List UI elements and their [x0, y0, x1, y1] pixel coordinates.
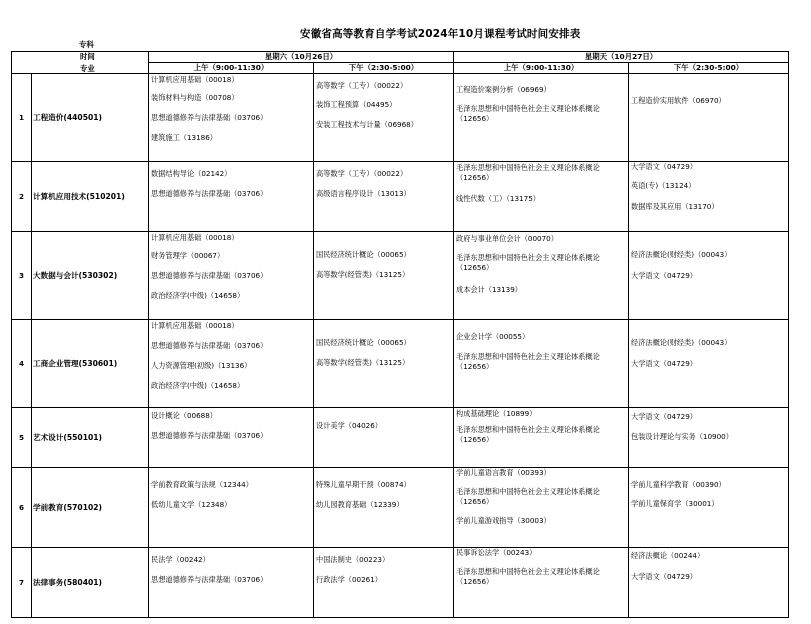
course-item: 企业会计学（00055）: [456, 332, 530, 341]
course-item: 计算机应用基础（00018）: [151, 321, 239, 330]
course-item: 思想道德修养与法律基础（03706）: [151, 113, 268, 122]
course-item: 工程造价实用软件（06970）: [631, 96, 726, 105]
schedule-cell-sun-am: [454, 74, 629, 162]
course-item: 思想道德修养与法律基础（03706）: [151, 341, 268, 350]
row-index: 7: [12, 548, 32, 618]
header-sun-pm: 下午（2:30-5:00）: [629, 63, 789, 74]
schedule-cell-sat-pm: [314, 468, 454, 548]
course-item: 计算机应用基础（00018）: [151, 75, 239, 84]
header-corner: [12, 40, 149, 74]
course-item: 政治经济学(中级)（14658）: [151, 291, 245, 300]
major-name: 工商企业管理(530601): [32, 320, 149, 408]
course-item: 大学语文（04729）: [631, 572, 697, 581]
course-item: 毛泽东思想和中国特色社会主义理论体系概论（12656）: [456, 163, 600, 182]
course-item: 经济法概论(财经类)（00043）: [631, 250, 732, 259]
course-item: 经济法概论（00244）: [631, 551, 705, 560]
page-title: 安徽省高等教育自学考试2024年10月课程考试时间安排表: [300, 28, 581, 40]
course-item: 思想道德修养与法律基础（03706）: [151, 189, 268, 198]
row-index: 1: [12, 74, 32, 162]
row-index: 6: [12, 468, 32, 548]
table-row: [12, 320, 789, 408]
course-item: 计算机应用基础（00018）: [151, 233, 239, 242]
course-item: 政治经济学(中级)（14658）: [151, 381, 245, 390]
schedule-cell-sat-am: [149, 548, 314, 618]
course-item: 构成基础理论（10899）: [456, 409, 537, 418]
corner-label-time: 时间: [80, 52, 95, 61]
row-index: 4: [12, 320, 32, 408]
schedule-cell-sun-pm: [629, 74, 789, 162]
course-item: 学前儿童语言教育（00393）: [456, 468, 551, 477]
course-item: 幼儿园教育基础（12339）: [316, 500, 404, 509]
course-item: 大学语文（04729）: [631, 412, 697, 421]
header-sun-am: 上午（9:00-11:30）: [454, 63, 629, 74]
course-item: 设计美学（04026）: [316, 421, 382, 430]
course-item: 建筑施工（13186）: [151, 133, 217, 142]
course-item: 高等数学(经管类)（13125）: [316, 358, 410, 367]
course-item: 思想道德修养与法律基础（03706）: [151, 431, 268, 440]
course-item: 人力资源管理(初级)（13136）: [151, 361, 252, 370]
major-name: 计算机应用技术(510201): [32, 162, 149, 232]
schedule-cell-sat-pm: [314, 408, 454, 468]
schedule-cell-sat-pm: [314, 320, 454, 408]
course-item: 思想道德修养与法律基础（03706）: [151, 575, 268, 584]
schedule-cell-sun-pm: [629, 468, 789, 548]
course-item: 毛泽东思想和中国特色社会主义理论体系概论（12656）: [456, 253, 600, 272]
course-item: 数据库及其应用（13170）: [631, 202, 719, 211]
course-item: 数据结构导论（02142）: [151, 169, 232, 178]
header-sunday: 星期天（10月27日）: [454, 52, 789, 63]
schedule-cell-sat-am: [149, 468, 314, 548]
table-row: [12, 468, 789, 548]
course-item: 包装设计理论与实务（10900）: [631, 432, 733, 441]
schedule-cell-sat-pm: [314, 548, 454, 618]
course-item: 毛泽东思想和中国特色社会主义理论体系概论（12656）: [456, 425, 600, 444]
schedule-cell-sun-am: [454, 548, 629, 618]
course-item: 政府与事业单位会计（00070）: [456, 234, 558, 243]
schedule-cell-sun-am: [454, 162, 629, 232]
course-item: 装饰材料与构造（00708）: [151, 93, 239, 102]
major-name: 法律事务(580401): [32, 548, 149, 618]
schedule-cell-sat-am: [149, 162, 314, 232]
schedule-cell-sat-am: [149, 408, 314, 468]
course-item: 设计概论（00688）: [151, 411, 217, 420]
major-name: 学前教育(570102): [32, 468, 149, 548]
major-name: 艺术设计(550101): [32, 408, 149, 468]
course-item: 民事诉讼法学（00243）: [456, 548, 537, 557]
course-item: 学前教育政策与法规（12344）: [151, 480, 253, 489]
row-index: 5: [12, 408, 32, 468]
schedule-cell-sat-am: [149, 74, 314, 162]
course-item: 财务管理学（00067）: [151, 251, 225, 260]
schedule-cell-sun-am: [454, 320, 629, 408]
course-item: 装饰工程预算（04495）: [316, 100, 397, 109]
course-item: 学前儿童保育学（30001）: [631, 499, 719, 508]
course-item: 英语(专)（13124）: [631, 181, 696, 190]
major-name: 大数据与会计(530302): [32, 232, 149, 320]
schedule-cell-sat-pm: [314, 162, 454, 232]
course-item: 思想道德修养与法律基础（03706）: [151, 271, 268, 280]
schedule-cell-sun-am: [454, 232, 629, 320]
row-index: 3: [12, 232, 32, 320]
course-item: 安装工程技术与计量（06968）: [316, 120, 418, 129]
schedule-cell-sun-pm: [629, 232, 789, 320]
major-name: 工程造价(440501): [32, 74, 149, 162]
schedule-cell-sun-pm: [629, 548, 789, 618]
header-saturday: 星期六（10月26日）: [149, 52, 454, 63]
course-item: 中国法制史（00223）: [316, 555, 390, 564]
exam-schedule-table: [11, 40, 789, 618]
course-item: 学前儿童科学教育（00390）: [631, 480, 726, 489]
corner-label-major-level: 专科: [79, 40, 94, 49]
table-row: [12, 74, 789, 162]
schedule-cell-sat-pm: [314, 74, 454, 162]
schedule-cell-sun-pm: [629, 320, 789, 408]
table-row: [12, 548, 789, 618]
schedule-cell-sun-am: [454, 408, 629, 468]
schedule-cell-sun-pm: [629, 162, 789, 232]
course-item: 线性代数（工）（13175）: [456, 194, 540, 203]
course-item: 成本会计（13139）: [456, 285, 522, 294]
schedule-cell-sat-pm: [314, 232, 454, 320]
course-item: 毛泽东思想和中国特色社会主义理论体系概论（12656）: [456, 567, 600, 586]
course-item: 高等数学(经管类)（13125）: [316, 270, 410, 279]
table-row: [12, 408, 789, 468]
table-row: [12, 232, 789, 320]
course-item: 高级语言程序设计（13013）: [316, 189, 411, 198]
row-index: 2: [12, 162, 32, 232]
course-item: 大学语文（04729）: [631, 271, 697, 280]
schedule-cell-sat-am: [149, 232, 314, 320]
course-item: 高等数学（工专）（00022）: [316, 81, 408, 90]
course-item: 国民经济统计概论（00065）: [316, 338, 411, 347]
schedule-cell-sat-am: [149, 320, 314, 408]
course-item: 经济法概论(财经类)（00043）: [631, 338, 732, 347]
course-item: 工程造价案例分析（06969）: [456, 85, 551, 94]
course-item: 行政法学（00261）: [316, 575, 382, 584]
course-item: 民法学（00242）: [151, 555, 210, 564]
course-item: 学前儿童游戏指导（30003）: [456, 516, 551, 525]
course-item: 毛泽东思想和中国特色社会主义理论体系概论（12656）: [456, 487, 600, 506]
course-item: 国民经济统计概论（00065）: [316, 250, 411, 259]
schedule-cell-sun-pm: [629, 408, 789, 468]
schedule-cell-sun-am: [454, 468, 629, 548]
course-item: 毛泽东思想和中国特色社会主义理论体系概论（12656）: [456, 104, 600, 123]
header-sat-pm: 下午（2:30-5:00）: [314, 63, 454, 74]
course-item: 大学语文（04729）: [631, 162, 697, 171]
course-item: 低幼儿童文学（12348）: [151, 500, 232, 509]
corner-label-major: 专业: [80, 64, 95, 73]
header-sat-am: 上午（9:00-11:30）: [149, 63, 314, 74]
table-row: [12, 162, 789, 232]
course-item: 毛泽东思想和中国特色社会主义理论体系概论（12656）: [456, 352, 600, 371]
course-item: 大学语文（04729）: [631, 359, 697, 368]
course-item: 特殊儿童早期干预（00874）: [316, 480, 411, 489]
course-item: 高等数学（工专）（00022）: [316, 169, 408, 178]
